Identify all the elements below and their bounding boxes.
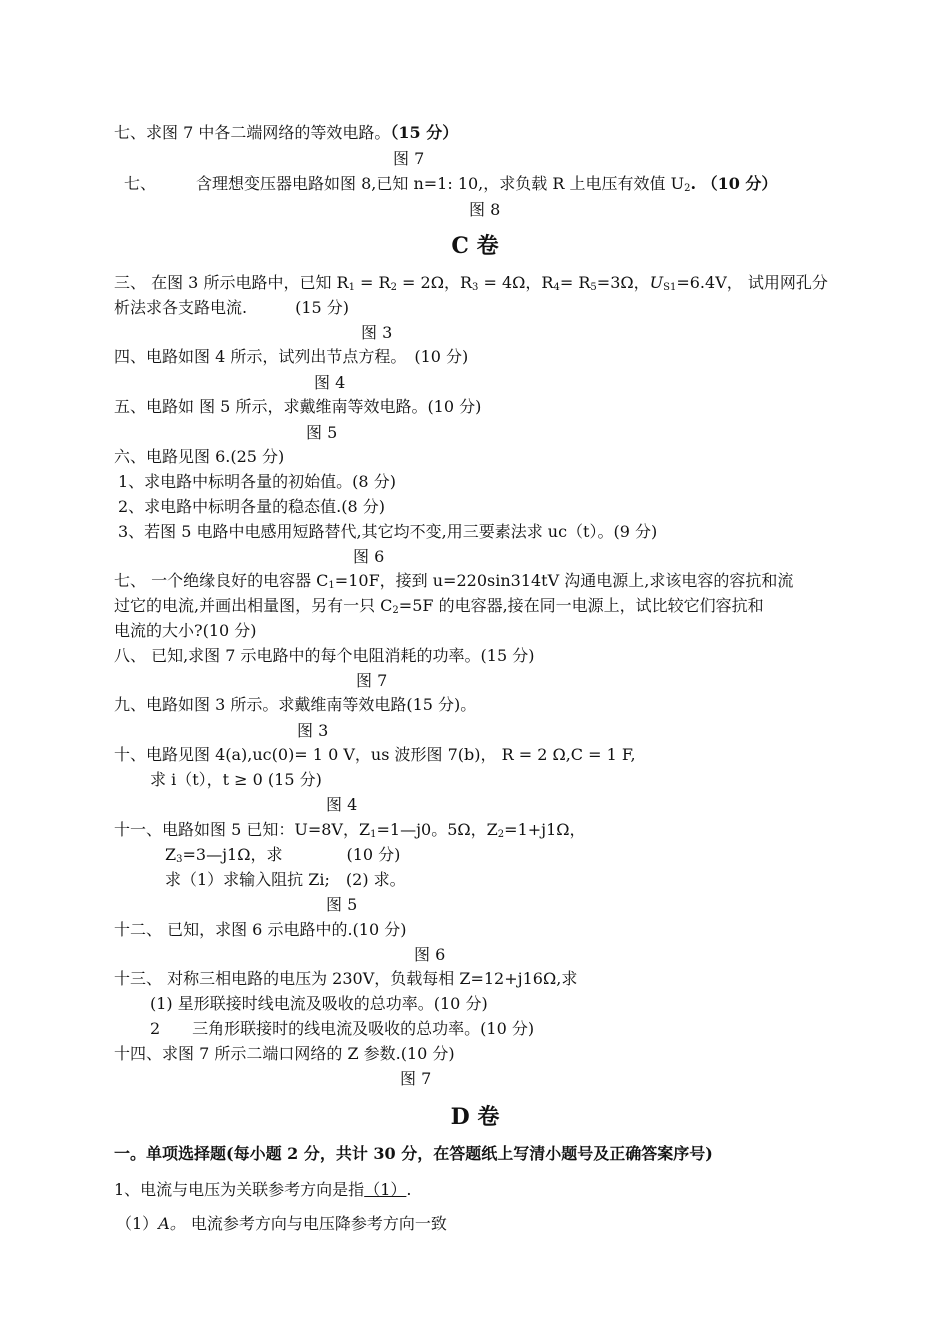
question-c12: 十二、 已知，求图 6 示电路中的.(10 分) bbox=[114, 920, 407, 939]
figure-caption: 图 4 bbox=[314, 373, 346, 392]
section-d-heading: 一。单项选择题(每小题 2 分，共计 30 分，在答题纸上写清小题号及正确答案序号) bbox=[114, 1144, 713, 1163]
figure-caption: 图 3 bbox=[361, 323, 393, 342]
subscript: 2 bbox=[684, 183, 691, 194]
question-c10-line2: 求 i（t），t ≥ 0 (15 分) bbox=[150, 770, 322, 789]
question-c10: 十、电路见图 4(a),uc(0)= 1 0 V，us 波形图 7(b)， R = 2 Ω,C = 1 F, bbox=[114, 745, 636, 764]
question-c6: 六、电路见图 6.(25 分) bbox=[114, 447, 285, 466]
figure-caption: 图 5 bbox=[326, 895, 358, 914]
question-c9: 九、电路如图 3 所示。求戴维南等效电路(15 分)。 bbox=[114, 695, 477, 714]
question-c6-3: 3、若图 5 电路中电感用短路替代,其它均不变,用三要素法求 uc（t）。(9 分) bbox=[118, 522, 658, 541]
question-c8: 八、 已知,求图 7 示电路中的每个电阻消耗的功率。(15 分) bbox=[114, 646, 535, 665]
figure-caption: 图 3 bbox=[297, 721, 329, 740]
question-c7: 七、 一个绝缘良好的电容器 $C_1=10F$，接到 u=220sin314tV 沟通电源上,求该电容的容抗和流 bbox=[114, 571, 794, 591]
question-text: 含理想变压器电路如图 8,已知 n=1: 10,，求负载 R 上电压有效值 U bbox=[196, 174, 685, 193]
question-c3-line2: 析法求各支路电流. (15 分) bbox=[114, 298, 350, 317]
figure-caption: 图 6 bbox=[353, 547, 385, 566]
question-c13: 十三、 对称三相电路的电压为 230V，负载每相 Z=12+j16Ω,求 bbox=[114, 969, 578, 988]
question-c7-line3: 电流的大小?(10 分) bbox=[114, 621, 257, 640]
question-c4: 四、电路如图 4 所示，试列出节点方程。 (10 分) bbox=[114, 347, 469, 366]
figure-caption: 图 5 bbox=[306, 423, 338, 442]
question-c6-2: 2、求电路中标明各量的稳态值.(8 分) bbox=[118, 497, 386, 516]
figure-caption: 图 7 bbox=[393, 149, 425, 168]
figure-caption: 图 6 bbox=[414, 945, 446, 964]
question-c13-2: 2 三角形联接时的线电流及吸收的总功率。(10 分) bbox=[150, 1019, 535, 1038]
figure-caption: 图 7 bbox=[400, 1069, 432, 1088]
question-c3: 三、 在图 3 所示电路中，已知 $R_1 = R_2 = 2\Omega$，$R_3 = 4\Omega$，$R_4= R_5=3\Omega$，$U_{S1}=6.4V$， 试用网孔分 bbox=[114, 273, 828, 293]
question-c11-line3: 求（1）求输入阻抗 Zi; (2) 求。 bbox=[165, 870, 406, 889]
figure-caption: 图 8 bbox=[469, 200, 501, 219]
question-7-score: （15 分） bbox=[390, 123, 459, 142]
question-d1: 1、电流与电压为关联参考方向是指（1）. bbox=[114, 1180, 412, 1199]
question-7b bbox=[124, 173, 777, 195]
figure-caption: 图 4 bbox=[326, 795, 358, 814]
question-c6-1: 1、求电路中标明各量的初始值。(8 分) bbox=[118, 472, 396, 491]
question-c11-line2: $Z_3=3—j1\Omega$，求 (10 分) bbox=[165, 845, 401, 865]
question-c14: 十四、求图 7 所示二端口网络的 Z 参数.(10 分) bbox=[114, 1044, 455, 1063]
section-title-d: D 卷 bbox=[450, 1104, 500, 1130]
question-c7-line2: 过它的电流,并画出相量图，另有一只 $C_2=5F$ 的电容器,接在同一电源上，试比较它们容抗和 bbox=[114, 596, 764, 616]
question-c5: 五、电路如 图 5 所示，求戴维南等效电路。(10 分) bbox=[114, 397, 482, 416]
question-d1-option-a: （1）A。 电流参考方向与电压降参考方向一致 bbox=[116, 1214, 447, 1233]
figure-caption: 图 7 bbox=[356, 671, 388, 690]
question-c13-1: (1) 星形联接时线电流及吸收的总功率。(10 分) bbox=[150, 994, 488, 1013]
question-score: . （10 分） bbox=[690, 174, 778, 193]
question-c11: 十一、电路如图 5 已知：U=8V，$Z_1=1—j0$。5Ω，$Z_2=1+j1\Omega$， bbox=[114, 820, 586, 840]
question-7-header bbox=[114, 122, 458, 144]
section-title-c: C 卷 bbox=[451, 233, 499, 259]
question-7-text: 七、求图 7 中各二端网络的等效电路。 bbox=[114, 123, 391, 142]
question-number: 七、 bbox=[124, 174, 157, 193]
answer-blank: （1） bbox=[364, 1180, 407, 1199]
